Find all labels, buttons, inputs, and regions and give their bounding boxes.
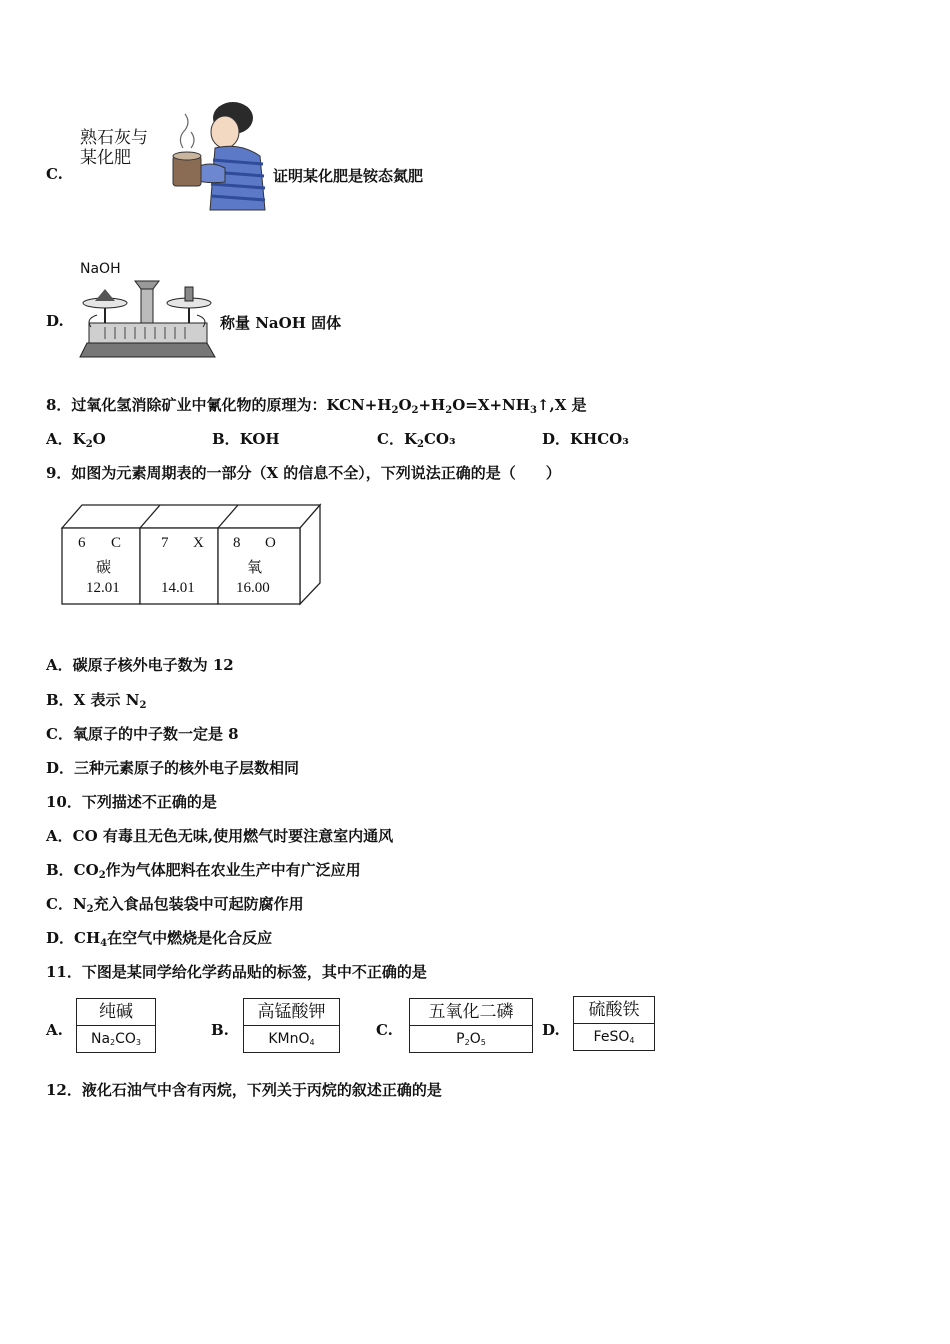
q11-label-a-name: 纯碱 — [77, 999, 155, 1026]
q11-label-c — [409, 998, 533, 1053]
q8-option-a: A．$K_2O$ — [46, 430, 106, 450]
q11-label-c-name: 五氧化二磷 — [410, 999, 532, 1026]
q7-option-c-text: 证明某化肥是铵态氮肥 — [273, 167, 424, 185]
q10-option-b: B．$CO_2$作为气体肥料在农业生产中有广泛应用 — [46, 861, 361, 881]
q7-d-figure-label: NaOH — [80, 261, 121, 277]
q7-c-figure-label: 熟石灰与 某化肥 — [80, 128, 148, 168]
q11-label-d-formula: FeSO$_4$ — [593, 1029, 635, 1045]
cell-o-name: 氧 — [247, 558, 263, 576]
q9-stem: 9．如图为元素周期表的一部分（X 的信息不全），下列说法正确的是（ ） — [46, 464, 561, 482]
q11-option-b-letter: B. — [211, 1021, 229, 1039]
q11-option-d-letter: D. — [542, 1021, 560, 1039]
cell-c-name: 碳 — [96, 558, 112, 576]
q8-options — [46, 429, 746, 451]
q9-option-d: D．三种元素原子的核外电子层数相同 — [46, 759, 300, 777]
cell-x-number: 7 — [161, 535, 169, 551]
q11-option-c-letter: C. — [376, 1021, 393, 1039]
q11-label-d — [573, 996, 655, 1051]
q11-label-b-formula: KMnO$_4$ — [268, 1031, 315, 1047]
q10-option-d: D．$CH_4$在空气中燃烧是化合反应 — [46, 929, 273, 949]
q7-option-c-letter: C. — [46, 165, 63, 183]
q11-stem: 11．下图是某同学给化学药品贴的标签，其中不正确的是 — [46, 963, 427, 981]
q11-label-d-name: 硫酸铁 — [574, 997, 654, 1024]
q7-option-d-letter: D. — [46, 312, 64, 330]
cell-o-mass: 16.00 — [236, 580, 270, 596]
q10-stem: 10．下列描述不正确的是 — [46, 793, 217, 811]
balance-scale-illustration — [75, 275, 220, 370]
q9-option-c: C．氧原子的中子数一定是 8 — [46, 725, 239, 743]
q9-option-b: B．X 表示 $N_2$ — [46, 691, 147, 711]
q8-option-b: B．KOH — [212, 430, 280, 448]
q11-label-b-name: 高锰酸钾 — [244, 999, 339, 1026]
cell-x-mass: 14.01 — [161, 580, 195, 596]
q9-option-a: A．碳原子核外电子数为 12 — [46, 656, 234, 674]
q10-option-c: C．$N_2$充入食品包装袋中可起防腐作用 — [46, 895, 304, 915]
q8-option-d: D．KHCO₃ — [542, 430, 629, 448]
q10-option-a: A．CO 有毒且无色无味,使用燃气时要注意室内通风 — [46, 827, 394, 845]
cell-c-mass: 12.01 — [86, 580, 120, 596]
q11-label-c-formula: $P_2O_5$ — [456, 1031, 486, 1047]
q11-label-a — [76, 998, 156, 1053]
cell-c-symbol: C — [111, 535, 122, 551]
q7-option-d-text: 称量 NaOH 固体 — [220, 314, 342, 332]
student-heating-illustration — [155, 98, 270, 213]
q11-label-b — [243, 998, 340, 1053]
q8-stem: 8．过氧化氢消除矿业中氰化物的原理为：$KCN+H_2O_2+H_2O=X+NH_3↑,X$ 是 — [46, 396, 587, 416]
q12-stem: 12．液化石油气中含有丙烷，下列关于丙烷的叙述正确的是 — [46, 1081, 442, 1099]
cell-o-symbol: O — [265, 535, 276, 551]
cell-c-number: 6 — [78, 535, 86, 551]
cell-x-symbol: X — [193, 535, 204, 551]
q11-option-a-letter: A. — [46, 1021, 63, 1039]
q11-label-a-formula: $Na_2CO_3$ — [90, 1031, 142, 1047]
cell-o-number: 8 — [233, 535, 241, 551]
q8-option-c: C．$K_2CO_3$ — [377, 430, 456, 450]
